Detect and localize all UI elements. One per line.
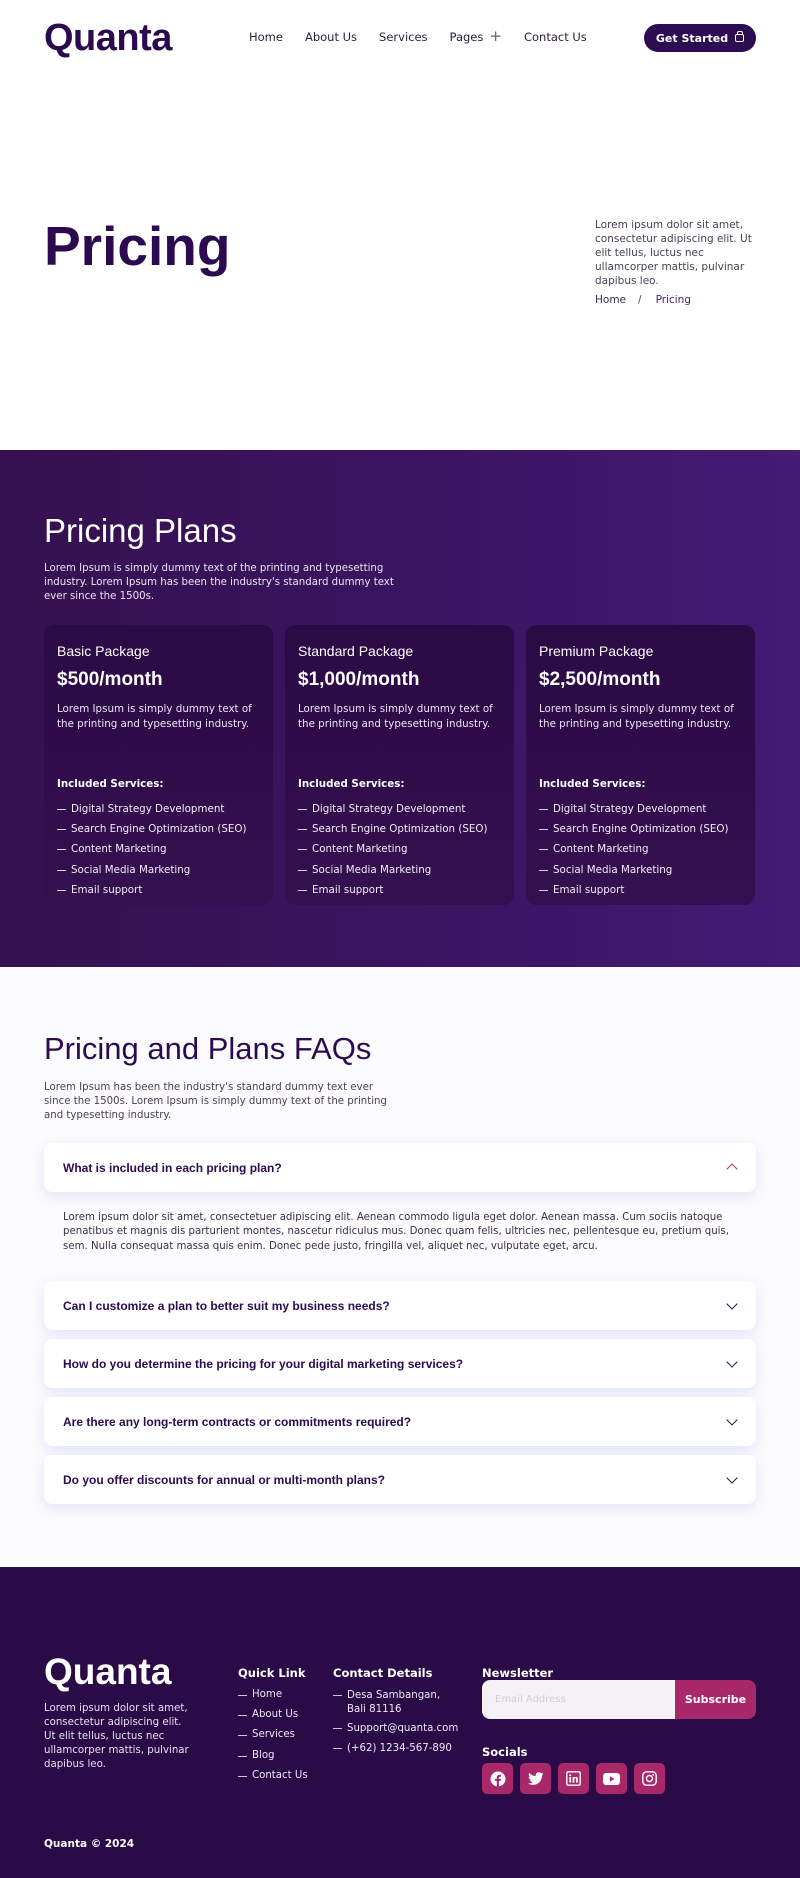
package-name: Standard Package — [298, 643, 414, 659]
chevron-down-icon[interactable] — [726, 1298, 737, 1309]
twitter-icon[interactable] — [520, 1763, 551, 1794]
package-price: $500/month — [57, 669, 163, 690]
service-label: Social Media Marketing — [312, 863, 432, 876]
service-label: Email support — [312, 883, 384, 896]
contact-details — [333, 1689, 459, 1761]
quick-link-about[interactable] — [238, 1709, 308, 1729]
faq-question-text: Can I customize a plan to better suit my business needs? — [63, 1298, 390, 1313]
contact-label: Desa Sambangan, Bali 81116 — [347, 1690, 441, 1715]
nav-pages[interactable] — [450, 29, 502, 44]
service-label: Search Engine Optimization (SEO) — [553, 823, 729, 836]
copyright: Quanta © 2024 — [44, 1838, 135, 1850]
dash-icon — [57, 890, 66, 891]
quick-link-blog[interactable] — [238, 1750, 308, 1770]
nav-about[interactable] — [305, 29, 357, 44]
service-label: Search Engine Optimization (SEO) — [71, 823, 247, 836]
dash-icon — [298, 829, 307, 830]
service-item — [539, 823, 729, 843]
included-services-label: Included Services: — [57, 778, 164, 790]
service-label: Social Media Marketing — [553, 863, 673, 876]
plans-title: Pricing Plans — [44, 512, 237, 549]
service-item — [57, 843, 247, 863]
quick-link-label: Services — [252, 1729, 295, 1741]
get-started-button[interactable] — [644, 24, 756, 52]
breadcrumb-current: Pricing — [655, 294, 691, 306]
plans-intro: Lorem Ipsum is simply dummy text of the printing and typesetting industry. Lorem Ipsum has been the industry's standard dummy text ever since the 1500s. — [44, 563, 394, 602]
dash-icon — [57, 870, 66, 871]
service-label: Digital Strategy Development — [312, 803, 466, 815]
service-label: Social Media Marketing — [71, 863, 191, 876]
service-item — [539, 884, 729, 904]
nav-contact[interactable] — [524, 29, 587, 44]
quick-link-label: About Us — [252, 1709, 299, 1721]
dash-icon — [238, 1756, 247, 1757]
pricing-card-standard — [285, 625, 514, 905]
faq-answer: Lorem ipsum dolor sit amet, consectetuer adipiscing elit. Aenean commodo ligula eget dolor. Aenean massa. Cum sociis natoque penatibus et magnis dis parturient montes, nascetur ridiculus mus. Donec quam felis, ultricies nec, pellentesque eu, pretium quis, sem. Nulla consequat massa quis enim. Donec pede justo, fringilla vel, aliquet nec, vulputate eget, arcu. — [63, 1212, 730, 1252]
dash-icon — [333, 1748, 342, 1749]
dash-icon — [539, 809, 548, 810]
breadcrumb — [595, 294, 691, 306]
quick-link-title: Quick Link — [238, 1666, 306, 1680]
youtube-icon[interactable] — [596, 1763, 627, 1794]
pricing-card-premium — [526, 625, 755, 905]
faq-question-4[interactable] — [44, 1397, 756, 1446]
socials-title: Socials — [482, 1745, 528, 1759]
service-item — [539, 843, 729, 863]
included-services-label: Included Services: — [539, 778, 646, 790]
breadcrumb-separator: / — [638, 294, 642, 306]
service-item — [298, 864, 488, 884]
included-services-label: Included Services: — [298, 778, 405, 790]
service-label: Content Marketing — [553, 843, 649, 856]
contact-label: (+62) 1234-567-890 — [347, 1742, 452, 1754]
dash-icon — [539, 870, 548, 871]
dash-icon — [238, 1695, 247, 1696]
service-label: Search Engine Optimization (SEO) — [312, 823, 488, 836]
chevron-down-icon[interactable] — [726, 1472, 737, 1483]
service-label: Digital Strategy Development — [553, 803, 707, 815]
dash-icon — [57, 849, 66, 850]
faq-title: Pricing and Plans FAQs — [44, 1031, 372, 1066]
dash-icon — [57, 809, 66, 810]
contact-email[interactable] — [333, 1722, 459, 1736]
footer-description: Lorem ipsum dolor sit amet, consectetur adipiscing elit. Ut elit tellus, luctus nec ullamcorper mattis, pulvinar dapibus leo. — [44, 1703, 189, 1770]
social-links — [482, 1763, 665, 1794]
dash-icon — [238, 1735, 247, 1736]
shopping-bag-icon — [735, 34, 744, 42]
service-label: Email support — [553, 883, 625, 896]
services-list — [298, 803, 488, 904]
package-name: Basic Package — [57, 643, 150, 659]
logo[interactable]: Quanta — [44, 16, 172, 59]
package-description: Lorem Ipsum is simply dummy text of the printing and typesetting industry. — [298, 703, 493, 730]
quick-link-home[interactable] — [238, 1689, 308, 1709]
quick-link-label: Home — [252, 1689, 283, 1700]
faq-section — [0, 967, 800, 1567]
package-price: $1,000/month — [298, 669, 420, 690]
package-name: Premium Package — [539, 643, 654, 659]
plus-icon: + — [489, 27, 502, 45]
nav-contact-label: Contact Us — [523, 29, 587, 44]
dash-icon — [57, 829, 66, 830]
faq-question-text: Do you offer discounts for annual or multi-month plans? — [63, 1472, 385, 1487]
quick-link-label: Blog — [252, 1749, 275, 1761]
service-item — [539, 864, 729, 884]
site-footer — [0, 1567, 800, 1878]
dash-icon — [539, 890, 548, 891]
footer-logo[interactable]: Quanta — [44, 1651, 172, 1692]
dash-icon — [333, 1695, 342, 1696]
package-price: $2,500/month — [539, 669, 661, 690]
faq-question-5[interactable] — [44, 1455, 756, 1504]
instagram-icon[interactable] — [634, 1763, 665, 1794]
dash-icon — [539, 829, 548, 830]
newsletter-title: Newsletter — [482, 1666, 554, 1680]
nav-home[interactable] — [249, 29, 283, 44]
dash-icon — [238, 1776, 247, 1777]
services-list — [57, 803, 247, 904]
service-item — [57, 864, 247, 884]
service-label: Content Marketing — [312, 843, 408, 856]
contact-label: Support@quanta.com — [347, 1723, 459, 1734]
pricing-card-basic — [44, 625, 273, 905]
service-item — [298, 803, 488, 823]
quick-links — [238, 1689, 308, 1790]
dash-icon — [238, 1715, 247, 1716]
service-label: Digital Strategy Development — [71, 803, 225, 815]
service-label: Email support — [71, 883, 143, 896]
pricing-cards — [44, 625, 755, 905]
page-title: Pricing — [44, 215, 231, 277]
package-description: Lorem Ipsum is simply dummy text of the printing and typesetting industry. — [539, 703, 734, 730]
dash-icon — [539, 849, 548, 850]
services-list — [539, 803, 729, 904]
nav-home-label: Home — [249, 29, 283, 44]
dash-icon — [298, 870, 307, 871]
dash-icon — [298, 809, 307, 810]
service-item — [298, 884, 488, 904]
email-field[interactable] — [482, 1680, 675, 1719]
chevron-up-icon[interactable] — [726, 1163, 737, 1174]
chevron-down-icon[interactable] — [726, 1356, 737, 1367]
nav-services-label: Services — [379, 29, 428, 44]
service-item — [57, 823, 247, 843]
package-description: Lorem Ipsum is simply dummy text of the printing and typesetting industry. — [57, 703, 252, 730]
linkedin-icon[interactable] — [558, 1763, 589, 1794]
quick-link-services[interactable] — [238, 1729, 308, 1749]
quick-link-contact[interactable] — [238, 1770, 308, 1790]
contact-title: Contact Details — [333, 1666, 433, 1680]
faq-question-3[interactable] — [44, 1339, 756, 1388]
hero-section — [0, 76, 800, 450]
contact-phone[interactable] — [333, 1742, 453, 1756]
faq-question-2[interactable] — [44, 1281, 756, 1330]
service-item — [57, 803, 247, 823]
nav-about-label: About Us — [304, 29, 358, 44]
dash-icon — [333, 1728, 342, 1729]
faq-intro: Lorem Ipsum has been the industry's standard dummy text ever since the 1500s. Lorem Ipsum is simply dummy text of the printing and typesetting industry. — [44, 1082, 387, 1121]
facebook-icon[interactable] — [482, 1763, 513, 1794]
service-label: Content Marketing — [71, 843, 167, 856]
service-item — [298, 843, 488, 863]
main-nav — [249, 29, 609, 44]
service-item — [298, 823, 488, 843]
service-item — [57, 884, 247, 904]
hero-description: Lorem ipsum dolor sit amet, consectetur adipiscing elit. Ut elit tellus, luctus nec ullamcorper mattis, pulvinar dapibus leo. — [595, 219, 752, 287]
faq-question-text: Are there any long-term contracts or commitments required? — [63, 1414, 412, 1429]
dash-icon — [298, 849, 307, 850]
newsletter-form — [482, 1680, 756, 1719]
nav-pages-label: Pages — [449, 29, 484, 44]
faq-question-text: What is included in each pricing plan? — [63, 1160, 282, 1175]
site-header — [0, 0, 800, 76]
pricing-plans-section — [0, 450, 800, 967]
dash-icon — [298, 890, 307, 891]
contact-address — [333, 1689, 453, 1716]
faq-question-text: How do you determine the pricing for your digital marketing services? — [63, 1356, 464, 1371]
quick-link-label: Contact Us — [252, 1769, 308, 1781]
subscribe-button[interactable]: Subscribe — [675, 1680, 756, 1719]
get-started-label: Get Started — [655, 31, 729, 45]
faq-question-1[interactable] — [44, 1143, 756, 1192]
nav-services[interactable] — [379, 29, 428, 44]
chevron-down-icon[interactable] — [726, 1414, 737, 1425]
service-item — [539, 803, 729, 823]
breadcrumb-home[interactable]: Home — [595, 294, 627, 306]
